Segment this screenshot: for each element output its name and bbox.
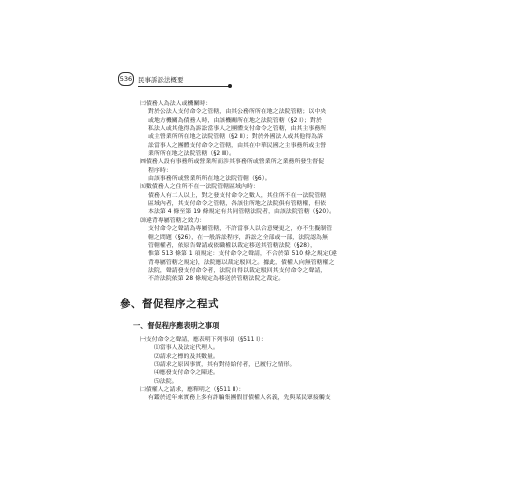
text-line: 債務人有二人以上，對之發支付命令之數人，其住所不在一法院管轄 [148,192,327,199]
text-line: 由該事務所或營業所所在地之法院管轄（§6）。 [148,176,271,183]
text-line: 區域內者，其支付命令之管轄，各該住所地之法院俱有管轄權，但依 [148,201,327,208]
running-title: 民事訴訟法概要 [138,75,184,84]
text-line: 惟第 513 條第 1 項規定：支付命令之聲請，不合於第 510 條之規定(違 [148,251,337,258]
sub-heading: 一、督促程序應表明之事項 [133,321,220,330]
text-line: 轄之問題（§26），在一般訴訟程序，訴訟之全部或一部，法院認為無 [148,234,328,241]
text-line: ㈣債務人設有事務所或營業所而涉其事務所或營業所之業務所發生督促 [140,159,325,166]
section-heading: 參、督促程序之程式 [120,298,219,310]
text-line: 或主營業所所在地之法院管轄（§2 Ⅱ）；對於外國法人或其他得為訴 [148,134,324,141]
header-dot [228,84,232,88]
text-line: ⑶請求之原因事實，其有對待給付者，已履行之情形。 [154,362,296,369]
page-number: 536 [118,72,134,86]
text-line: 對於公法人支付命令之管轄，由其公務所所在地之法院管轄；以中央 [148,109,327,116]
text-line: ⑷應發支付命令之陳述。 [154,370,219,377]
text-line: 或地方機關為債務人時，由該機關所在地之法院管轄（§2 Ⅰ）；對於 [148,117,322,124]
text-line: 本法第 4 條至第 19 條規定有共同管轄法院者，由該法院管轄（§20）。 [148,209,336,216]
text-line: ⑵請求之標的及其數量。 [154,353,219,360]
text-line: 程序時： [148,167,172,174]
text-line: ㈢債務人為法人或機關時： [140,101,212,107]
text-line: 管轄權者，依原告聲請或依職權以裁定移送其管轄法院（§28）， [148,242,317,249]
text-line: ㈤數債務人之住所不在一法院管轄區域內時： [140,184,259,191]
text-line: ⒇違背專屬管轄之效力： [140,217,206,224]
body-text-block [140,100,402,284]
text-line: ㈡債權人之請求，應釋明之（§511 Ⅱ）： [140,387,245,394]
page-header [118,73,184,85]
text-line: 訟當事人之團體支付命令之管轄，由其在中華民國之主事務所或主營 [148,142,327,149]
header-rule [138,86,230,87]
body-text-block-2 [140,336,405,403]
text-line: 業所所在地之法院管轄（§2 Ⅲ）。 [148,151,236,158]
text-line: ㈠支付命令之聲請，應表明下列事項（§511 Ⅰ）： [140,337,267,343]
text-line: 有鑑於近年來實務上多有詐騙集團假冒債權人名義，先與某民眾接觸支 [148,395,331,402]
text-line: ⑴當事人及法定代理人。 [154,345,219,352]
text-line: 不許法院依第 28 條規定為移送於管轄法院之裁定。 [148,276,285,283]
text-line: 法院，聲請發支付命令者，法院自得以裁定駁回其支付命令之聲請， [148,267,327,274]
text-line: 背專屬管轄之規定)，法院應以裁定駁回之。據此，債權人向無管轄權之 [148,259,335,266]
text-line: 支付命令之聲請為專屬管轄，不許當事人以合意變更之，亦不生擬制管 [148,226,333,233]
text-line: ⑸法院。 [154,378,178,385]
text-line: 私法人或其他得為訴訟當事人之團體支付命令之管轄，由其主事務所 [148,126,327,133]
